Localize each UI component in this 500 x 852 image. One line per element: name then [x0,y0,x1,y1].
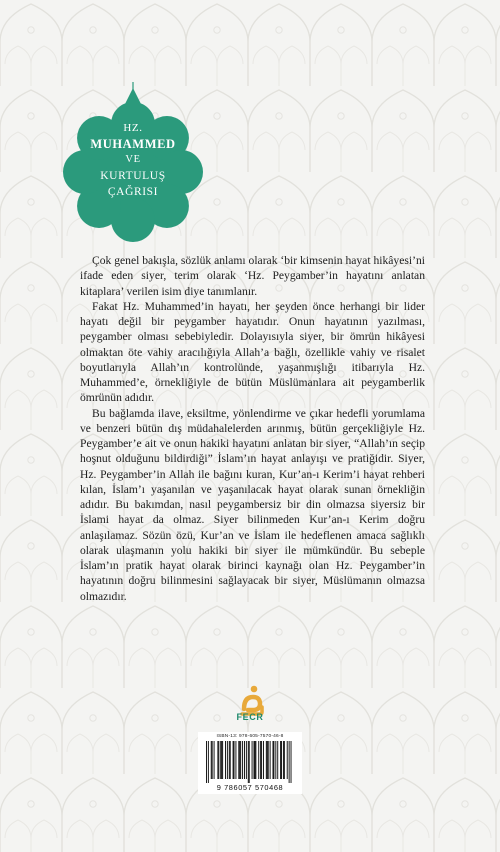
barcode-digits: 9 786057 570468 [216,783,284,792]
barcode-bars [204,741,296,783]
title-line-cagrisi: ÇAĞRISI [107,186,159,198]
title-line-ve: VE [125,154,141,165]
isbn-barcode [198,732,302,794]
title-line-muhammed: MUHAMMED [90,137,176,151]
isbn-label: ISBN-13: 978-605-7570-46-8 [216,734,284,739]
medallion-title [60,120,206,200]
blurb-paragraph-1: Çok genel bakışla, sözlük anlamı olarak ‘bir kimsenin hayat hikâyesi’ni ifade eden siyer, terim olarak ‘Hz. Peygamber’in hayatını anlatan kitaplara’ verilen isim diye tanımlanır. [80,254,425,298]
back-cover-blurb [80,253,425,604]
title-line-kurtulus: KURTULUŞ [100,170,166,182]
publisher-name: FECR [236,712,264,722]
blurb-paragraph-3: Bu bağlamda ilave, eksiltme, yönlendirme ve çıkar hedefli yorumlama ve benzeri bütün dış müdahalelerden arınmış, bütün gerçekliğiyle Hz. Peygamber’e ait ve onun hakiki hayatını anlatan bir siyer, “Allah’ın seçip hoşnut olduğunu bildirdiği” İslam’ın hayat anlayışı ve pratiğidir. Siyer, Hz. Peygamber’in Allah ile bağını kuran, Kur’an-ı Kerim’i hayat rehberi kılan, İslam’ı yaşanılan ve yaşanılacak hayat olarak sunan örnekliğin adıdır. Bu bakımdan, nasıl peygambersiz bir din olmazsa siyersiz bir İslami hayat da olmaz. Siyer bilinmeden Kur’an-ı Kerim doğru anlaşılamaz. Sözün özü, Kur’an ve İslam ile hedeflenen amaca sağlıklı olarak ulaşmanın yolu hakiki bir siyer ile mümkündür. Bu sebeple İslam’ın pratik hayat olarak birinci kaynağı olan Hz. Peygamber’in hayatının doğru bilinmesini sağlayacak bir siyer, Müslümanın olmazsa olmazıdır. [80,406,425,603]
blurb-paragraph-2: Fakat Hz. Muhammed’in hayatı, her şeyden önce herhangi bir lider hayatı değil bir peygamber hayatıdır. Onun hayatının yazılması, peygamber olması sebebiyledir. Dolayısıyla siyer, bir ömrün hikâyesi olmaktan öte vahiy aracılığıyla Allah’a bağlı, özellikle vahiy ve risalet boyutlarıyla Allah’ın kontrolünde, yaşanmışlığı itibarıyla Hz. Muhammed’e, örnekliğiyle de bütün Müslümanlara ait peygamberlik ömrünün adıdır. [80,299,425,405]
title-line-hz: HZ. [123,122,143,134]
